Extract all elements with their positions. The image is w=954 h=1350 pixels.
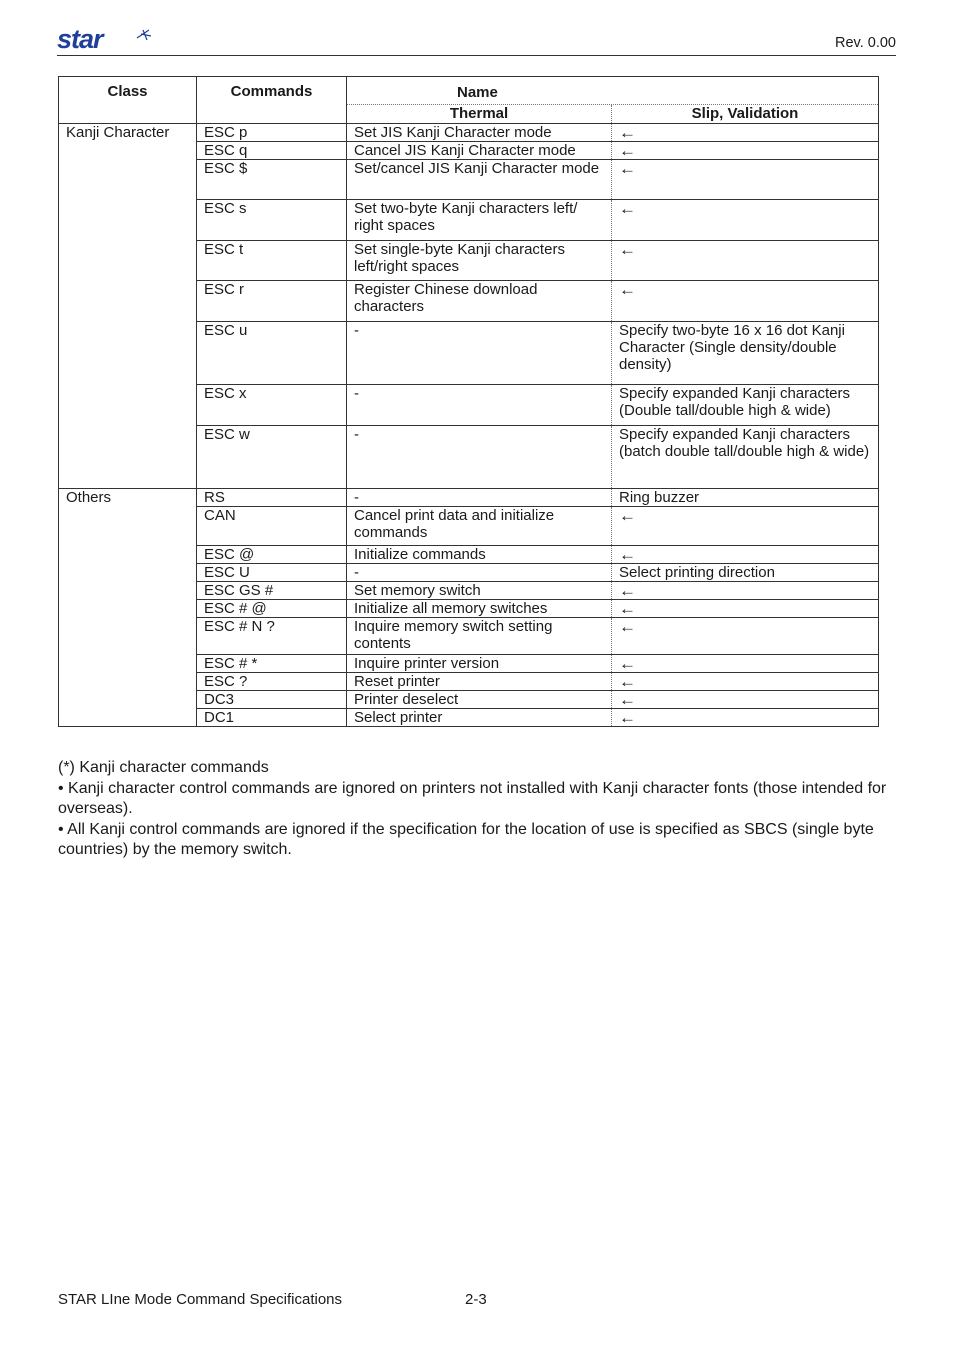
header-slip: Slip, Validation	[612, 105, 879, 124]
footer-page-number: 2-3	[465, 1291, 487, 1308]
same-as-thermal-arrow-icon: ←	[612, 241, 879, 281]
command-cell: ESC @	[197, 546, 347, 564]
command-cell: ESC # N ?	[197, 618, 347, 655]
thermal-name-cell: -	[347, 564, 612, 582]
command-cell: ESC q	[197, 142, 347, 160]
command-cell: ESC U	[197, 564, 347, 582]
same-as-thermal-arrow-icon: ←	[612, 709, 879, 727]
slip-name-cell: Specify two-byte 16 x 16 dot Kanji Character (Single density/double density)	[612, 322, 879, 385]
same-as-thermal-arrow-icon: ←	[612, 655, 879, 673]
command-cell: ESC w	[197, 426, 347, 489]
thermal-name-cell: -	[347, 489, 612, 507]
thermal-name-cell: -	[347, 322, 612, 385]
same-as-thermal-arrow-icon: ←	[612, 600, 879, 618]
same-as-thermal-arrow-icon: ←	[612, 142, 879, 160]
class-cell: Others	[59, 489, 197, 727]
command-table	[58, 76, 879, 727]
same-as-thermal-arrow-icon: ←	[612, 582, 879, 600]
table-row	[59, 124, 879, 142]
thermal-name-cell: Set memory switch	[347, 582, 612, 600]
header-thermal: Thermal	[347, 105, 612, 124]
command-cell: ESC u	[197, 322, 347, 385]
command-cell: ESC # @	[197, 600, 347, 618]
star-logo-text: star	[57, 26, 103, 52]
thermal-name-cell: Cancel print data and initialize commands	[347, 507, 612, 546]
thermal-name-cell: Printer deselect	[347, 691, 612, 709]
command-cell: ESC $	[197, 160, 347, 200]
notes-section	[58, 758, 888, 861]
command-cell: DC3	[197, 691, 347, 709]
revision-label: Rev. 0.00	[835, 35, 896, 51]
same-as-thermal-arrow-icon: ←	[612, 160, 879, 200]
thermal-name-cell: Set/cancel JIS Kanji Character mode	[347, 160, 612, 200]
thermal-name-cell: Initialize all memory switches	[347, 600, 612, 618]
command-cell: ESC s	[197, 200, 347, 241]
header-commands: Commands	[197, 77, 347, 124]
same-as-thermal-arrow-icon: ←	[612, 281, 879, 322]
slip-name-cell: Select printing direction	[612, 564, 879, 582]
thermal-name-cell: Set JIS Kanji Character mode	[347, 124, 612, 142]
star-logo	[57, 26, 153, 52]
class-cell: Kanji Character	[59, 124, 197, 489]
thermal-name-cell: Reset printer	[347, 673, 612, 691]
note-item: • All Kanji control commands are ignored if the specification for the location of use is specified as SBCS (single byte countries) by the memory switch.	[58, 820, 874, 858]
command-cell: ESC t	[197, 241, 347, 281]
same-as-thermal-arrow-icon: ←	[612, 124, 879, 142]
command-cell: ESC p	[197, 124, 347, 142]
thermal-name-cell: Initialize commands	[347, 546, 612, 564]
footer-doc-title: STAR LIne Mode Command Specifications	[58, 1291, 343, 1308]
header-class: Class	[59, 77, 197, 124]
same-as-thermal-arrow-icon: ←	[612, 673, 879, 691]
slip-name-cell: Ring buzzer	[612, 489, 879, 507]
command-cell: ESC r	[197, 281, 347, 322]
slip-name-cell: Specify expanded Kanji characters (batch double tall/double high & wide)	[612, 426, 879, 489]
command-cell: ESC # *	[197, 655, 347, 673]
slip-name-cell: Specify expanded Kanji characters (Double tall/double high & wide)	[612, 385, 879, 426]
thermal-name-cell: Select printer	[347, 709, 612, 727]
same-as-thermal-arrow-icon: ←	[612, 546, 879, 564]
command-cell: ESC x	[197, 385, 347, 426]
thermal-name-cell: Inquire memory switch setting contents	[347, 618, 612, 655]
thermal-name-cell: -	[347, 385, 612, 426]
thermal-name-cell: Set single-byte Kanji characters left/right spaces	[347, 241, 612, 281]
thermal-name-cell: Cancel JIS Kanji Character mode	[347, 142, 612, 160]
command-cell: ESC GS #	[197, 582, 347, 600]
star-logo-mark	[137, 30, 151, 40]
table-row	[59, 489, 879, 507]
command-cell: CAN	[197, 507, 347, 546]
note-heading: (*) Kanji character commands	[58, 759, 269, 776]
header-divider	[57, 55, 896, 56]
thermal-name-cell: -	[347, 426, 612, 489]
command-cell: ESC ?	[197, 673, 347, 691]
same-as-thermal-arrow-icon: ←	[612, 618, 879, 655]
thermal-name-cell: Set two-byte Kanji characters left/ right spaces	[347, 200, 612, 241]
thermal-name-cell: Register Chinese download characters	[347, 281, 612, 322]
command-cell: RS	[197, 489, 347, 507]
same-as-thermal-arrow-icon: ←	[612, 200, 879, 241]
thermal-name-cell: Inquire printer version	[347, 655, 612, 673]
note-item: • Kanji character control commands are ignored on printers not installed with Kanji character fonts (those intended for overseas).	[58, 779, 887, 817]
same-as-thermal-arrow-icon: ←	[612, 507, 879, 546]
header-name: Name	[347, 77, 879, 105]
command-cell: DC1	[197, 709, 347, 727]
same-as-thermal-arrow-icon: ←	[612, 691, 879, 709]
